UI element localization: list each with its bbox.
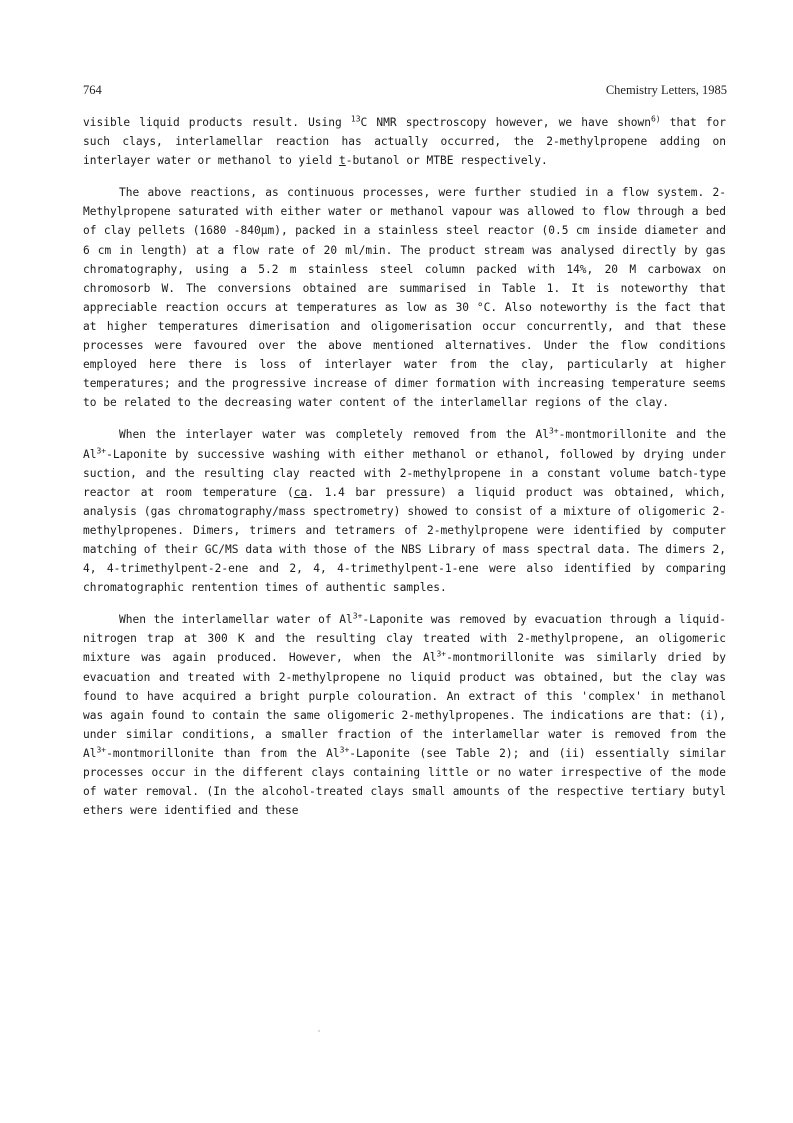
page-number: 764 [83, 83, 102, 97]
text-run: -Laponite by successive washing with either methanol or ethanol, followed by drying under suction, and the resulting clay reacted with 2-methylpropene in a constant volume batch-type reactor at room temperature ( [83, 447, 726, 499]
text-run: C NMR spectroscopy however, we have shown [360, 116, 651, 129]
text-run: -montmorillonite was similarly dried by evacuation and treated with 2-methylpropene no liquid product was obtained, but the clay was found to have acquired a bright purple colouration. An extract of this 'complex' in methanol was again found to contain the same oligomeric 2-methylpropenes. The indications are that: (i), under similar conditions, a smaller fraction of the interlamellar water is removed from the Al [83, 651, 726, 760]
running-header [83, 83, 727, 101]
superscript: 3+ [352, 611, 363, 621]
text-run: -Laponite (see Table 2); and (ii) essentially similar processes occur in the different clays containing little or no water irrespective of the mode of water removal. (In the alcohol-treated clays small amounts of the respective tertiary butyl ethers were identified and these [83, 746, 726, 818]
superscript: 3+ [436, 649, 447, 659]
superscript: 3+ [548, 426, 559, 436]
article-body [83, 113, 726, 833]
superscript: 3+ [339, 745, 350, 755]
superscript: 6) [650, 114, 661, 124]
text-run: -butanol or MTBE respectively. [345, 154, 548, 168]
text-run: -montmorillonite and the Al [83, 428, 726, 461]
scan-speck [318, 1030, 320, 1032]
paragraph [83, 425, 726, 597]
paragraph [83, 113, 726, 170]
text-run: When the interlamellar water of Al [119, 613, 353, 627]
paragraph [83, 183, 726, 412]
text-run: visible liquid products result. Using [83, 116, 351, 129]
underlined-text: t [338, 154, 346, 168]
text-run: . 1.4 bar pressure) a liquid product was obtained, which, analysis (gas chromatography/mass spectrometry) showed to consist of a mixture of oligomeric 2-methylpropenes. Dimers, trimers and tetramers of 2-methylpropene were identified by computer matching of their GC/MS data with those of the NBS Library of mass spectral data. The dimers 2, 4, 4-trimethylpent-2-ene and 2, 4, 4-trimethylpent-1-ene were also identified by comparing chromatographic rentention times of authentic samples. [83, 485, 727, 595]
superscript: 3+ [96, 445, 107, 455]
text-run: When the interlayer water was completely removed from the Al [119, 428, 549, 442]
text-run: that for such clays, interlamellar reaction has actually occurred, the 2-methylpropene adding on interlayer water or methanol to yield [83, 116, 727, 168]
superscript: 13 [350, 114, 361, 124]
journal-name: Chemistry Letters, 1985 [605, 83, 727, 97]
superscript: 3+ [96, 745, 107, 755]
text-run: -Laponite was removed by evacuation through a liquid-nitrogen trap at 300 K and the resulting clay treated with 2-methylpropene, an oligomeric mixture was again produced. However, when the Al [83, 613, 726, 665]
text-run: The above reactions, as continuous processes, were further studied in a flow system. 2-Methylpropene saturated with either water or methanol vapour was allowed to flow through a bed of clay pellets (1680 -840µm), packed in a stainless steel reactor (0.5 cm inside diameter and 6 cm in length) at a flow rate of 20 ml/min. The product stream was analysed directly by gas chromatography, using a 5.2 m stainless steel column packed with 14%, 20 M carbowax on chromosorb W. The conversions obtained are summarised in Table 1. It is noteworthy that appreciable reaction occurs at temperatures as low as 30 °C. Also noteworthy is the fact that at higher temperatures dimerisation and oligomerisation occur concurrently, and that these processes were favoured over the above mentioned alternatives. Under the flow conditions employed here there is loss of interlayer water from the clay, particularly at higher temperatures; and the progressive increase of dimer formation with increasing temperature seems to be related to the decreasing water content of the interlamellar regions of the clay. [83, 186, 726, 410]
paragraph [83, 610, 726, 820]
text-run: -montmorillonite than from the Al [106, 746, 340, 760]
underlined-text: ca [293, 485, 308, 499]
